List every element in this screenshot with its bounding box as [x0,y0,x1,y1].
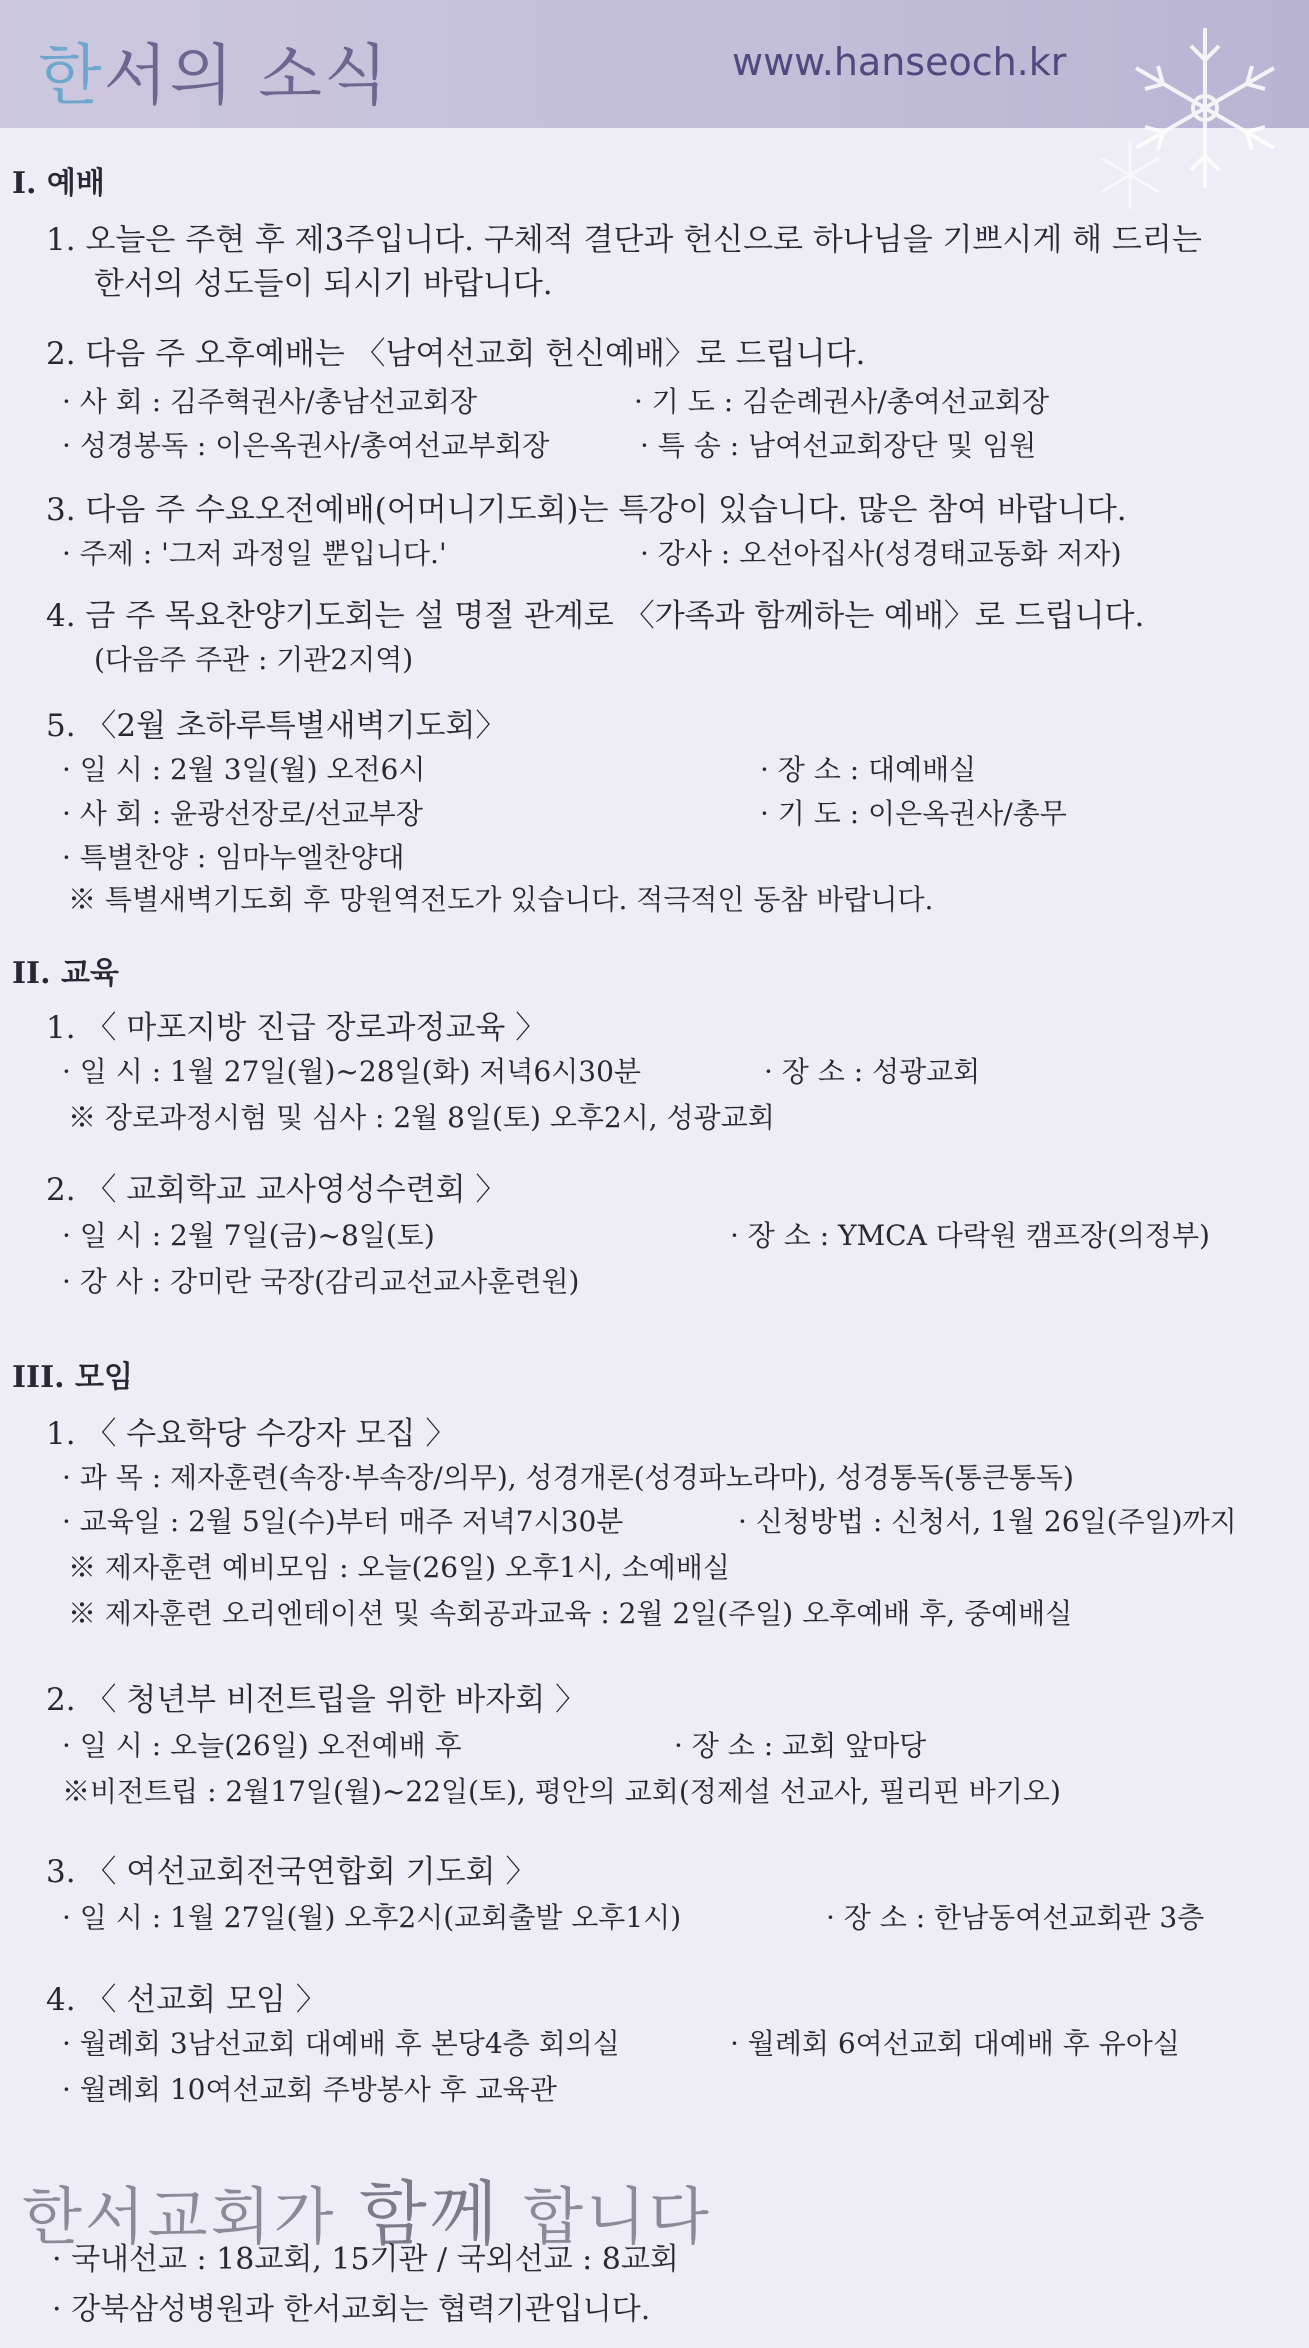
meeting-item-4: 4. 〈 선교회 모임 〉 [46,1982,327,2018]
education-item-1-note: ※ 장로과정시험 및 심사 : 2월 8일(토) 오후2시, 성광교회 [68,1101,775,1134]
meeting-item-3: 3. 〈 여선교회전국연합회 기도회 〉 [46,1854,537,1890]
education-item-1: 1. 〈 마포지방 진급 장로과정교육 〉 [46,1010,547,1046]
worship-item-1: 1. 오늘은 주현 후 제3주입니다. 구체적 결단과 헌신으로 하나님을 기쁘시게 해 드리는 [46,222,1202,258]
meeting-item-1-schedule: · 교육일 : 2월 5일(수)부터 매주 저녁7시30분 [62,1505,624,1538]
meeting-item-1-note-2: ※ 제자훈련 오리엔테이션 및 속회공과교육 : 2월 2일(주일) 오후예배 후, 중예배실 [68,1597,1073,1630]
meeting-item-4-line-2: · 월례회 6여선교회 대예배 후 유아실 [730,2027,1180,2060]
education-item-1-place: · 장 소 : 성광교회 [764,1055,981,1088]
education-item-2-lecturer: · 강 사 : 강미란 국장(감리교선교사훈련원) [62,1265,580,1298]
worship-item-5: 5. 〈2월 초하루특별새벽기도회〉 [46,708,507,744]
worship-item-5-note: ※ 특별새벽기도회 후 망원역전도가 있습니다. 적극적인 동참 바랍니다. [68,883,934,916]
worship-item-5-host: · 사 회 : 윤광선장로/선교부장 [62,797,423,830]
meeting-item-4-line-3: · 월례회 10여선교회 주방봉사 후 교육관 [62,2073,557,2106]
worship-item-3: 3. 다음 주 수요오전예배(어머니기도회)는 특강이 있습니다. 많은 참여 바랍니다. [46,492,1127,528]
page-title: 한서의 소식 [38,37,390,114]
worship-item-2-host: · 사 회 : 김주혁권사/총남선교회장 [62,385,477,418]
footer-title: 한서교회가 함께 합니다 [22,2173,712,2255]
section-title-worship: Ⅰ. 예배 [12,166,105,201]
worship-item-4-note: (다음주 주관 : 기관2지역) [94,643,414,676]
worship-item-2: 2. 다음 주 오후예배는 〈남여선교회 헌신예배〉로 드립니다. [46,336,866,372]
worship-item-5-prayer: · 기 도 : 이은옥권사/총무 [760,797,1067,830]
meeting-item-4-line-1: · 월례회 3남선교회 대예배 후 본당4층 회의실 [62,2027,620,2060]
education-item-2-place: · 장 소 : YMCA 다락원 캠프장(의정부) [730,1219,1210,1252]
meeting-item-3-place: · 장 소 : 한남동여선교회관 3층 [826,1901,1205,1934]
education-item-2: 2. 〈 교회학교 교사영성수련회 〉 [46,1172,507,1208]
meeting-item-1-apply: · 신청방법 : 신청서, 1월 26일(주일)까지 [738,1505,1237,1538]
section-title-education: II. 교육 [12,956,119,991]
education-item-2-time: · 일 시 : 2월 7일(금)~8일(토) [62,1219,435,1252]
worship-item-2-prayer: · 기 도 : 김순례권사/총여선교회장 [634,385,1049,418]
worship-item-5-time: · 일 시 : 2월 3일(월) 오전6시 [62,753,426,786]
worship-item-4: 4. 금 주 목요찬양기도회는 설 명절 관계로 〈가족과 함께하는 예배〉로 드립니다. [46,598,1145,634]
meeting-item-2-note: ※비전트립 : 2월17일(월)~22일(토), 평안의 교회(정제설 선교사, 필리핀 바기오) [62,1775,1061,1808]
worship-item-5-place: · 장 소 : 대예배실 [760,753,977,786]
worship-item-2-special: · 특 송 : 남여선교회장단 및 임원 [640,429,1037,462]
snowflake-icon [1085,0,1309,230]
website-url[interactable]: www.hanseoch.kr [732,40,1067,84]
meeting-item-2: 2. 〈 청년부 비전트립을 위한 바자회 〉 [46,1682,586,1718]
meeting-item-3-time: · 일 시 : 1월 27일(월) 오후2시(교회출발 오후1시) [62,1901,682,1934]
worship-item-1-cont: 한서의 성도들이 되시기 바랍니다. [94,266,553,302]
footer-mission-info: · 국내선교 : 18교회, 15기관 / 국외선교 : 8교회 [52,2242,679,2277]
worship-item-2-reading: · 성경봉독 : 이은옥권사/총여선교부회장 [62,429,550,462]
education-item-1-time: · 일 시 : 1월 27일(월)~28일(화) 저녁6시30분 [62,1055,641,1088]
meeting-item-2-time: · 일 시 : 오늘(26일) 오전예배 후 [62,1729,462,1762]
footer-partner-info: · 강북삼성병원과 한서교회는 협력기관입니다. [52,2292,651,2327]
worship-item-5-choir: · 특별찬양 : 임마누엘찬양대 [62,841,405,874]
meeting-item-1: 1. 〈 수요학당 수강자 모집 〉 [46,1416,457,1452]
meeting-item-1-note-1: ※ 제자훈련 예비모임 : 오늘(26일) 오후1시, 소예배실 [68,1551,730,1584]
worship-item-3-speaker: · 강사 : 오선아집사(성경태교동화 저자) [640,537,1122,570]
meeting-item-1-subjects: · 과 목 : 제자훈련(속장·부속장/의무), 성경개론(성경파노라마), 성경통독(통큰통독) [62,1461,1074,1494]
worship-item-3-topic: · 주제 : '그저 과정일 뿐입니다.' [62,537,447,570]
section-title-meetings: III. 모임 [12,1360,133,1395]
meeting-item-2-place: · 장 소 : 교회 앞마당 [674,1729,927,1762]
